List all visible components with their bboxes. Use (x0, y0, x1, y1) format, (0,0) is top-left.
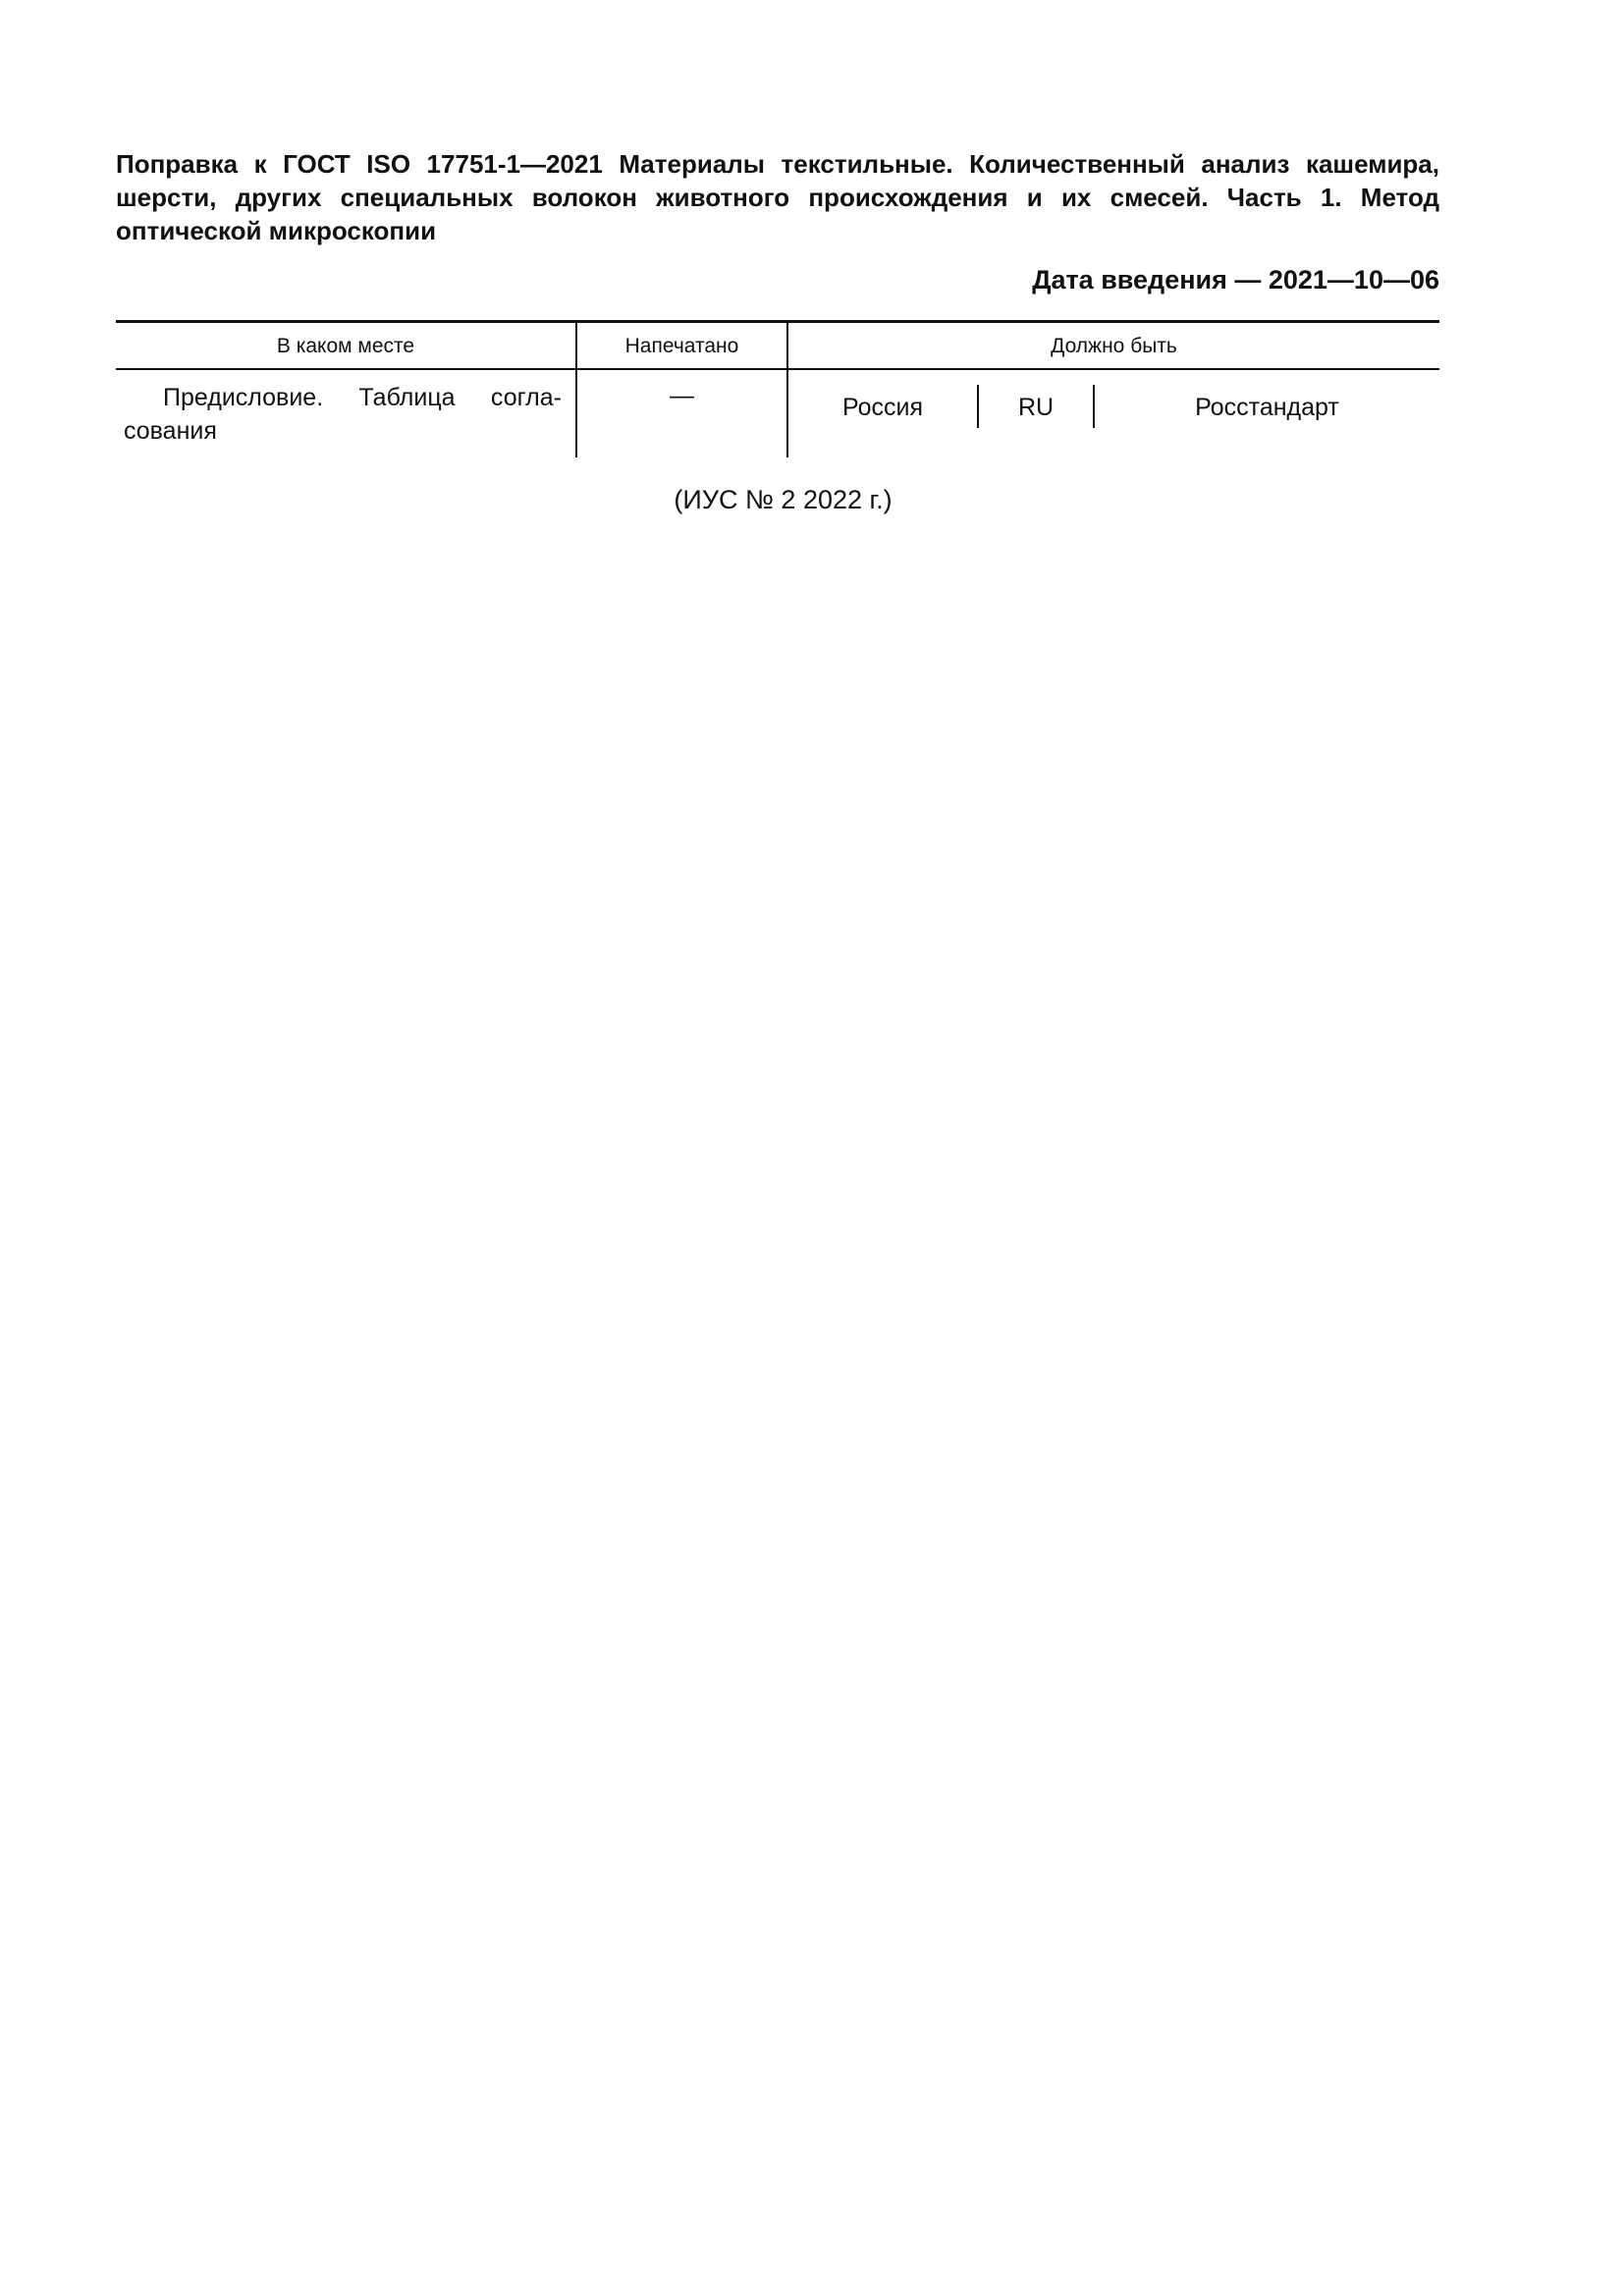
cell-place: Предисловие. Таблица согла-сования (124, 384, 562, 445)
header-printed: Напечатано (624, 335, 739, 357)
source-reference: (ИУС № 2 2022 г.) (674, 485, 893, 514)
header-should-be: Должно быть (1051, 335, 1177, 357)
cell-should-be-code: RU (1017, 394, 1055, 421)
correction-table (116, 320, 1439, 457)
table-top-rule (116, 320, 1439, 323)
introduction-date: Дата введения — 2021—10—06 (1032, 265, 1439, 294)
table-header-rule (116, 368, 1439, 370)
cell-should-be-agency: Росстандарт (1195, 394, 1339, 421)
cell-printed: — (670, 382, 694, 409)
cell-should-be-country: Россия (842, 394, 923, 421)
document-title: Поправка к ГОСТ ISO 17751-1—2021 Материалы текстильные. Количественный анализ кашемира, шерсти, других специальных волокон животного происхождения и их смесей. Часть 1. Метод оптической микроскопии (116, 149, 1439, 245)
header-place: В каком месте (276, 335, 415, 357)
